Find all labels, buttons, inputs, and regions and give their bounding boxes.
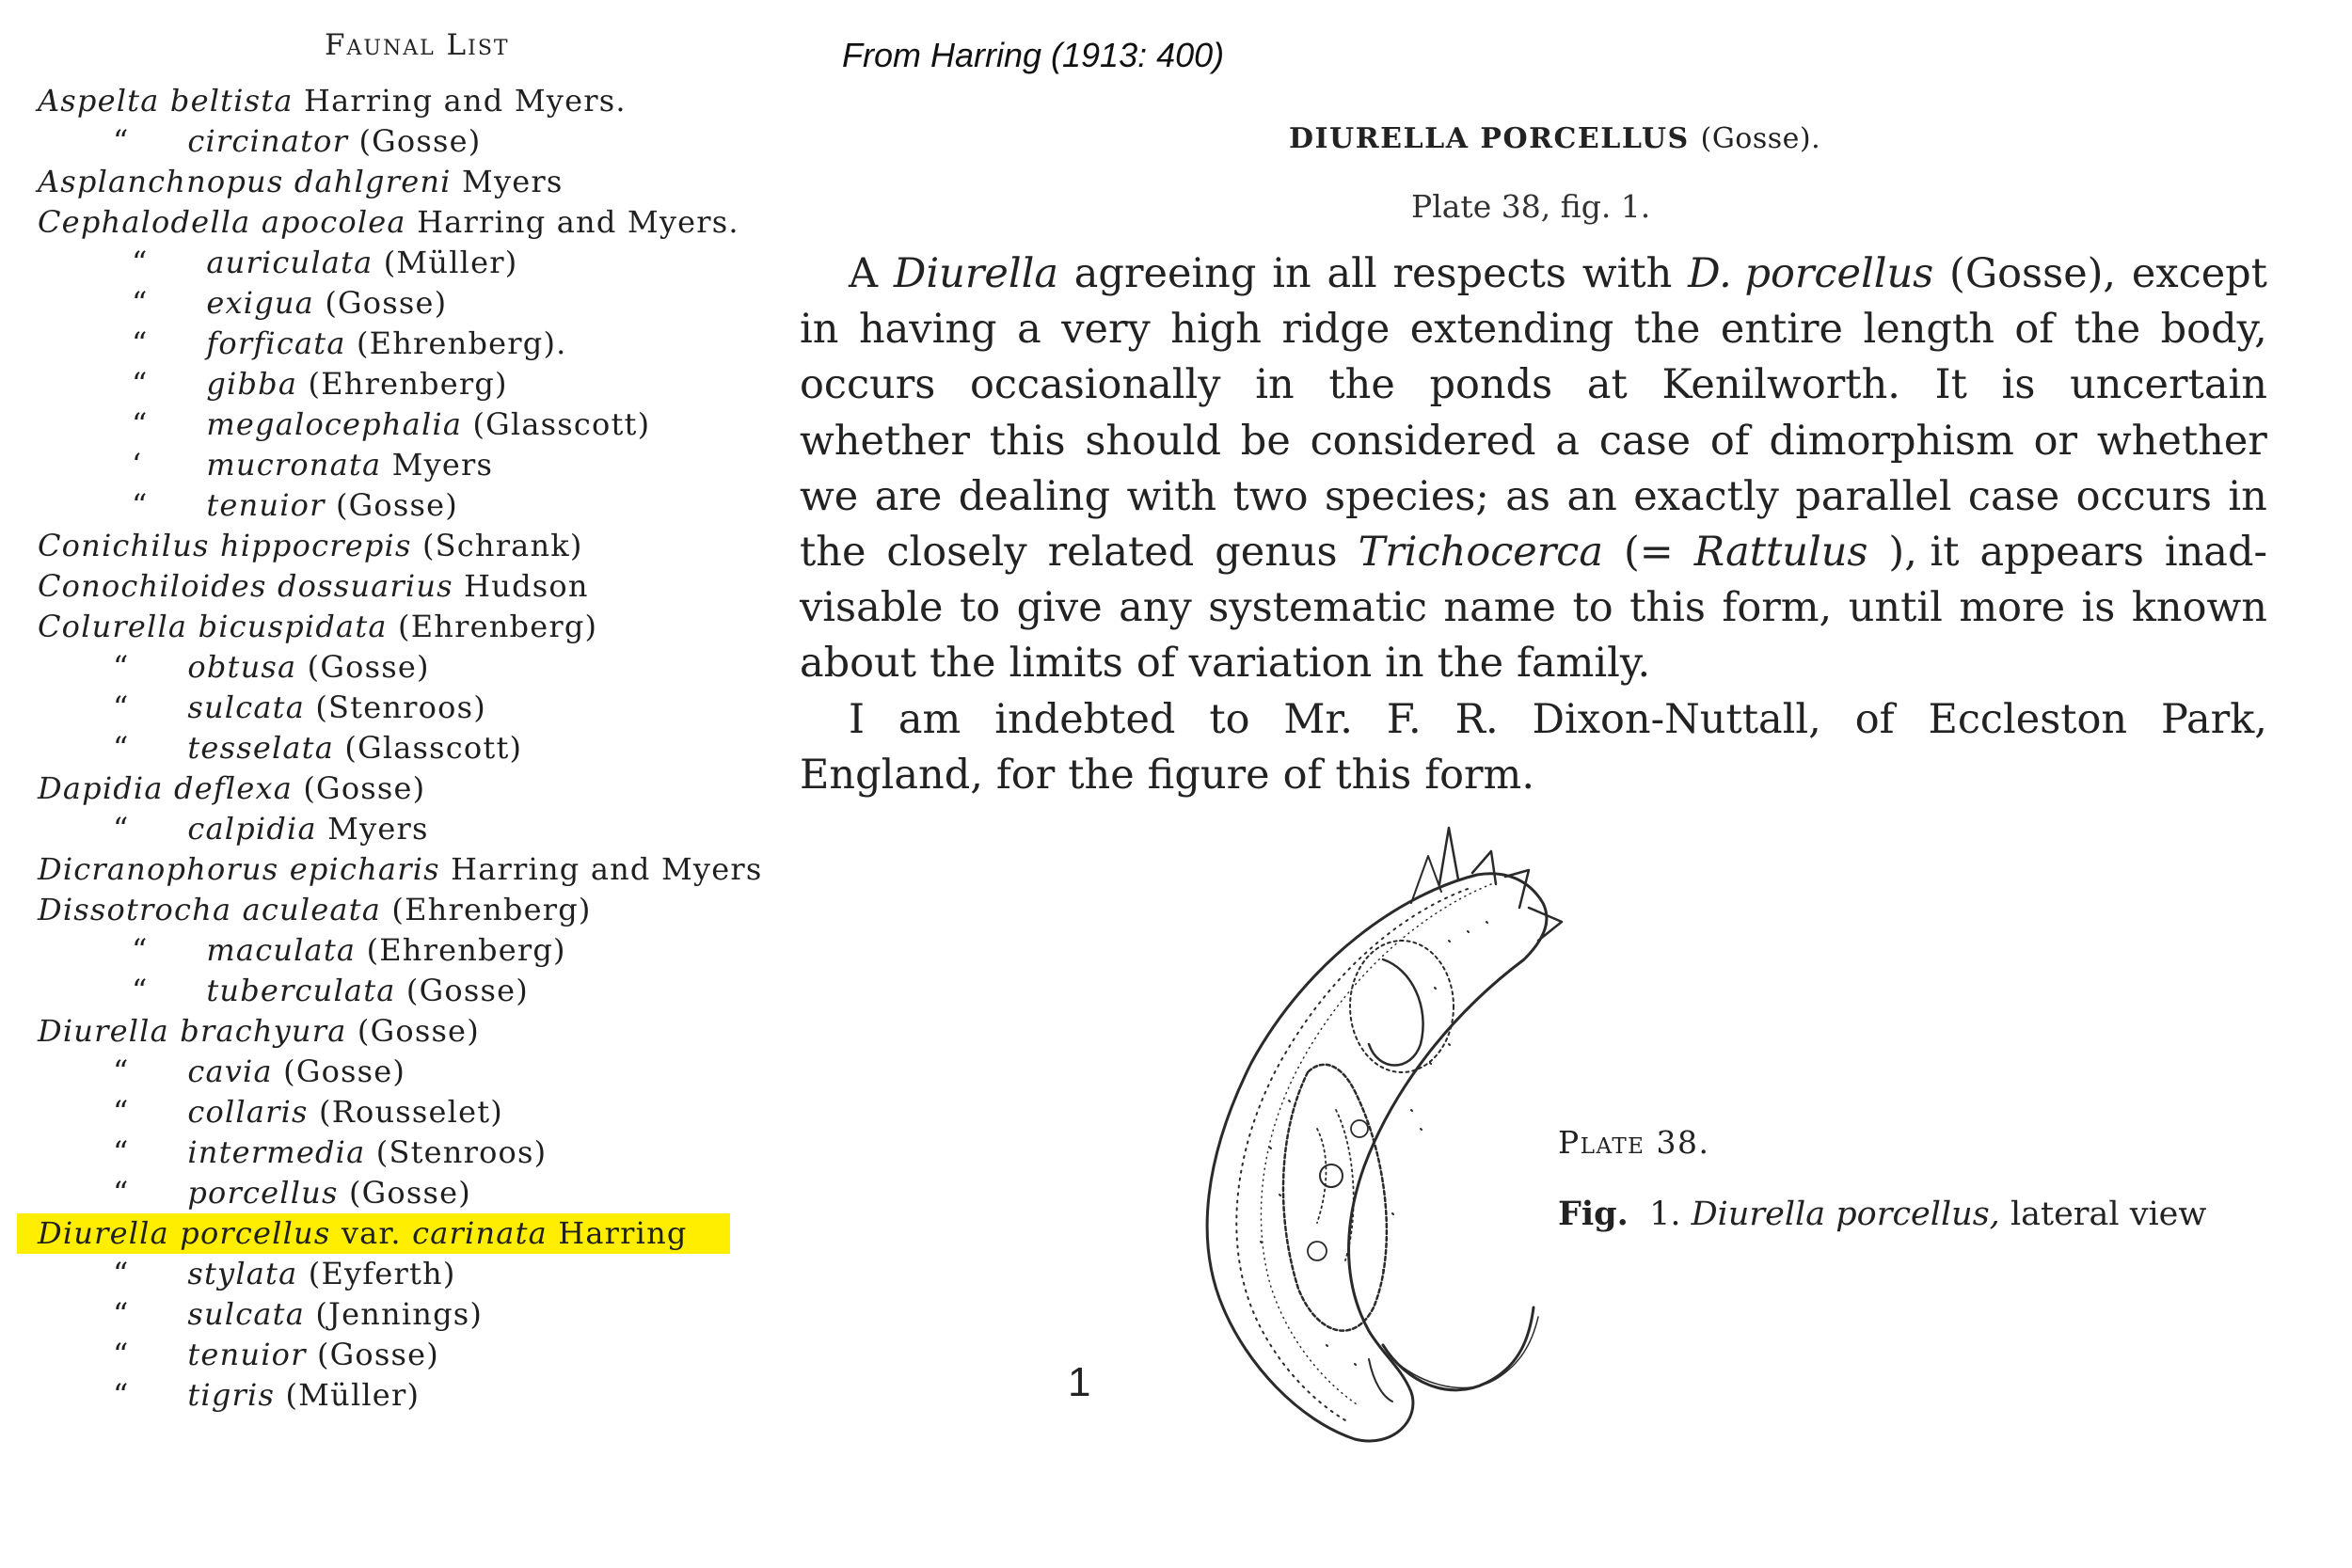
word: (Gosse), [1949, 250, 2117, 297]
word: with [1581, 250, 1673, 297]
word: this [989, 417, 1066, 465]
word: Kenilworth. [1661, 361, 1900, 409]
plate-reference: Plate 38, fig. 1. [1411, 188, 1651, 225]
word: D. porcellus [1688, 250, 1934, 297]
word: parallel [1795, 472, 1952, 520]
toe [1383, 1307, 1534, 1390]
word: respects [1392, 250, 1566, 297]
species-name: epicharis [289, 851, 440, 887]
word: or [2033, 417, 2078, 465]
word: the [930, 640, 996, 688]
genus-name: Aspelta [38, 83, 160, 119]
word: except [2131, 250, 2267, 297]
word: uncertain [2070, 361, 2267, 409]
species-author: (Gosse) [348, 1175, 471, 1211]
species-name: tigris [187, 1377, 276, 1413]
faunal-entry [38, 485, 762, 526]
word: known [2131, 584, 2267, 632]
species-author: (Rousselet) [319, 1094, 503, 1130]
genus-name: Dapidia [38, 770, 164, 806]
word: the [1437, 640, 1504, 688]
variety-abbrev: var. [341, 1215, 402, 1251]
species-author: (Gosse) [316, 1337, 439, 1372]
species-author: Myers [327, 811, 429, 847]
word: to [1209, 695, 1250, 743]
word: England, [800, 751, 983, 799]
species-author: Myers [391, 447, 494, 483]
word: high [1170, 306, 1262, 354]
species-author: (Gosse) [358, 123, 482, 159]
word: genus [1215, 528, 1338, 576]
faunal-entry [38, 283, 762, 324]
word: exactly [1633, 472, 1779, 520]
text-line [800, 357, 2267, 413]
word: name [1443, 584, 1556, 632]
word: of [1854, 695, 1895, 743]
word: systematic [1208, 584, 1427, 632]
faunal-entry [38, 1294, 762, 1335]
word: the [1633, 306, 1701, 354]
species-author: (Gosse) [303, 770, 426, 806]
word: case [1967, 472, 2060, 520]
species-author: (Müller) [383, 245, 518, 280]
ditto-mark: ‘ [132, 447, 143, 483]
word: It [1934, 361, 1967, 409]
word: case [1598, 417, 1692, 465]
species-name: tenuior [187, 1337, 307, 1372]
faunal-entry [38, 768, 762, 809]
ditto-mark: “ [132, 285, 149, 321]
species-name: sulcata [187, 1296, 305, 1332]
faunal-list-title: Faunal List [325, 28, 510, 62]
word: body, [2160, 306, 2267, 354]
word: this [1629, 584, 1706, 632]
species-name: hippocrepis [220, 528, 412, 563]
mastax [1350, 941, 1454, 1072]
species-name: obtusa [187, 649, 297, 685]
species-name: gibba [206, 366, 298, 402]
word: a [1555, 417, 1581, 465]
word: limits [1009, 640, 1123, 688]
word: appears [1979, 528, 2144, 576]
word: of [2014, 306, 2055, 354]
species-author: (Müller) [285, 1377, 421, 1413]
genus-name: Dicranophorus [38, 851, 279, 887]
faunal-entry [38, 1011, 762, 1052]
word: form. [1424, 751, 1534, 799]
word: at [1586, 361, 1628, 409]
ditto-mark: “ [132, 325, 149, 361]
word: a [1017, 306, 1041, 354]
word: in [800, 306, 839, 354]
ditto-mark: “ [113, 1175, 130, 1211]
ditto-mark: “ [132, 245, 149, 280]
ditto-mark: “ [113, 689, 130, 725]
faunal-entry [38, 1173, 762, 1213]
faunal-entry [38, 404, 762, 445]
ditto-mark: “ [113, 1296, 130, 1332]
ridge-line [1236, 889, 1468, 1420]
source-caption: From Harring (1913: 400) [842, 36, 1225, 74]
word: related [1047, 528, 1195, 576]
genus-name: Conochiloides [38, 568, 267, 604]
species-author: Harring and Myers [451, 851, 763, 887]
word: ), it [1888, 528, 1960, 576]
ditto-mark: “ [113, 1256, 130, 1291]
word: be [1240, 417, 1291, 465]
faunal-entry [38, 526, 762, 566]
species-name: intermedia [187, 1134, 366, 1170]
ditto-mark: “ [113, 1337, 130, 1372]
word: occurs [800, 361, 936, 409]
faunal-entry [38, 688, 762, 728]
faunal-entry-highlighted [17, 1213, 730, 1254]
word: in [2228, 472, 2267, 520]
word: this [1335, 751, 1412, 799]
genus-name: Dissotrocha [38, 892, 232, 927]
species-author: (Stenroos) [315, 689, 486, 725]
faunal-entry [38, 566, 762, 607]
word: two [1232, 472, 1309, 520]
body-outline [1207, 874, 1547, 1441]
faunal-entry [38, 162, 762, 202]
word: in [1272, 250, 1311, 297]
word: F. [1386, 695, 1422, 743]
word: am [898, 695, 961, 743]
species-name: dossuarius [277, 568, 453, 604]
species-name: sulcata [187, 689, 305, 725]
faunal-list [38, 81, 762, 1416]
text-line [800, 580, 2267, 636]
faunal-entry [38, 647, 762, 688]
species-author: (Gosse) [307, 649, 430, 685]
word: variation [1188, 640, 1373, 688]
word: of [1136, 640, 1176, 688]
ditto-mark: “ [132, 973, 149, 1008]
word: an [1566, 472, 1617, 520]
species-name: tenuior [206, 487, 326, 523]
word: having [858, 306, 997, 354]
word: about [800, 640, 917, 688]
word: the [2074, 306, 2141, 354]
word: any [1119, 584, 1192, 632]
word: length [1863, 306, 1994, 354]
text-line [800, 469, 2267, 525]
species-name: beltista [169, 83, 294, 119]
word: family. [1517, 640, 1651, 688]
ditto-mark: “ [113, 123, 130, 159]
head-spines [1439, 828, 1562, 941]
species-name: aculeata [242, 892, 382, 927]
text-line [800, 525, 2267, 580]
word: whether [2096, 417, 2267, 465]
ditto-mark: “ [113, 649, 130, 685]
species-name: apocolea [261, 204, 406, 240]
text-line [800, 748, 2267, 803]
word: Eccleston [1928, 695, 2128, 743]
word: we [800, 472, 859, 520]
faunal-entry [38, 1092, 762, 1132]
faunal-entry [38, 849, 762, 890]
word: to [1572, 584, 1613, 632]
faunal-entry [38, 728, 762, 768]
text-line [800, 302, 2267, 357]
ditto-mark: “ [132, 932, 149, 968]
ditto-mark: “ [113, 1094, 130, 1130]
species-author: (Ehrenberg) [391, 892, 592, 927]
species-author: (Schrank) [421, 528, 583, 563]
species-name: maculata [206, 932, 357, 968]
species-name: auriculata [206, 245, 373, 280]
word: until [1848, 584, 1943, 632]
word: extending [1409, 306, 1614, 354]
word: more [1959, 584, 2066, 632]
faunal-entry [38, 1375, 762, 1416]
article-body [800, 246, 2267, 803]
caption-view: lateral view [2010, 1196, 2207, 1233]
word: occurs [2075, 472, 2212, 520]
word: Rattulus [1693, 528, 1868, 576]
plate-label: Plate 38. [1558, 1124, 1710, 1161]
species-author: (Eyferth) [308, 1256, 456, 1291]
species-name: circinator [187, 123, 349, 159]
word: (= [1623, 528, 1674, 576]
heading-species: DIURELLA PORCELLUS [1289, 122, 1690, 155]
word: entire [1720, 306, 1844, 354]
genus-name: Conichilus [38, 528, 210, 563]
species-name: deflexa [174, 770, 293, 806]
species-author: (Glasscott) [344, 730, 523, 766]
faunal-entry [38, 1254, 762, 1294]
genus-name: Colurella [38, 609, 188, 644]
word: closely [886, 528, 1027, 576]
word: for [995, 751, 1056, 799]
genus-name: Diurella [38, 1215, 169, 1251]
species-author: (Jennings) [315, 1296, 484, 1332]
variety-name: carinata [412, 1215, 548, 1251]
word: species; [1324, 472, 1489, 520]
word: give [1016, 584, 1103, 632]
word: should [1085, 417, 1221, 465]
word: figure [1147, 751, 1270, 799]
species-name: dahlgreni [294, 164, 452, 199]
word: the [1068, 751, 1135, 799]
word: visable [800, 584, 944, 632]
text-line [800, 246, 2267, 302]
genus-name: Diurella [38, 1013, 169, 1049]
ditto-mark: “ [132, 487, 149, 523]
species-name: porcellus [180, 1215, 331, 1251]
species-author: (Gosse) [405, 973, 529, 1008]
ditto-mark: “ [132, 406, 149, 442]
species-author: (Glasscott) [472, 406, 651, 442]
faunal-entry [38, 445, 762, 485]
word: R. [1454, 695, 1499, 743]
word: ridge [1281, 306, 1391, 354]
faunal-entry [38, 1132, 762, 1173]
word: very [1061, 306, 1151, 354]
text-line [800, 414, 2267, 469]
word: occasionally [970, 361, 1221, 409]
word: dimorphism [1769, 417, 2014, 465]
species-name: tesselata [187, 730, 335, 766]
word: indebted [994, 695, 1176, 743]
species-name: cavia [187, 1053, 273, 1089]
species-name: mucronata [206, 447, 382, 483]
faunal-entry [38, 121, 762, 162]
species-author: (Ehrenberg). [356, 325, 567, 361]
species-author: Hudson [464, 568, 589, 604]
figure-number: 1 [1068, 1359, 1091, 1405]
faunal-entry [38, 809, 762, 849]
species-author: (Gosse) [325, 285, 448, 321]
species-author: Myers [462, 164, 564, 199]
word: are [874, 472, 943, 520]
faunal-entry [38, 930, 762, 971]
word: of [1282, 751, 1323, 799]
ditto-mark: “ [113, 811, 130, 847]
word: dealing [958, 472, 1111, 520]
word: all [1327, 250, 1377, 297]
stomach [1283, 1065, 1387, 1331]
species-author: (Ehrenberg) [366, 932, 566, 968]
species-author: (Gosse) [357, 1013, 480, 1049]
word: is [2081, 584, 2116, 632]
ditto-mark: “ [113, 1377, 130, 1413]
ditto-mark: “ [113, 1134, 130, 1170]
species-name: brachyura [180, 1013, 347, 1049]
species-author: Harring and Myers. [304, 83, 627, 119]
faunal-entry [38, 971, 762, 1011]
faunal-entry [38, 364, 762, 404]
species-name: porcellus [187, 1175, 339, 1211]
word: of [1709, 417, 1750, 465]
species-author: (Gosse) [283, 1053, 406, 1089]
word: A [849, 250, 879, 297]
word: I [849, 695, 865, 743]
species-author: Harring and Myers. [417, 204, 739, 240]
faunal-entry [38, 1052, 762, 1092]
word: Trichocerca [1358, 528, 1604, 576]
rotifer-illustration [1167, 818, 1618, 1458]
faunal-entry [38, 81, 762, 121]
heading-author: (Gosse). [1700, 122, 1821, 155]
faunal-entry [38, 202, 762, 243]
word: considered [1310, 417, 1536, 465]
word: Mr. [1283, 695, 1353, 743]
word: form, [1722, 584, 1833, 632]
word: Diurella [893, 250, 1058, 297]
species-name: exigua [206, 285, 314, 321]
word: the [800, 528, 866, 576]
caption-fig-number: 1. [1649, 1196, 1681, 1233]
faunal-entry [38, 324, 762, 364]
text-line [800, 692, 2267, 748]
faunal-entry [38, 243, 762, 283]
word: in [1385, 640, 1424, 688]
species-author: (Ehrenberg) [308, 366, 508, 402]
species-name: stylata [187, 1256, 298, 1291]
word: the [1328, 361, 1395, 409]
article-heading [1289, 122, 1820, 155]
ditto-mark: “ [113, 730, 130, 766]
ditto-mark: “ [132, 366, 149, 402]
caption-species: Diurella porcellus, [1691, 1196, 2000, 1233]
species-name: megalocephalia [206, 406, 463, 442]
species-author: (Ehrenberg) [398, 609, 598, 644]
word: as [1505, 472, 1550, 520]
faunal-entry [38, 1335, 762, 1375]
ditto-mark: “ [113, 1053, 130, 1089]
word: whether [800, 417, 970, 465]
species-author: (Gosse) [335, 487, 458, 523]
genus-name: Cephalodella [38, 204, 251, 240]
species-name: bicuspidata [198, 609, 388, 644]
faunal-entry [38, 607, 762, 647]
species-author: (Stenroos) [375, 1134, 548, 1170]
word: to [959, 584, 1001, 632]
caption-fig-label: Fig. [1558, 1195, 1629, 1233]
genus-name: Asplanchnopus [38, 164, 284, 199]
word: in [1255, 361, 1295, 409]
word: Dixon-Nuttall, [1532, 695, 1821, 743]
word: with [1126, 472, 1217, 520]
species-name: tuberculata [206, 973, 396, 1008]
species-name: calpidia [187, 811, 317, 847]
species-name: forficata [206, 325, 346, 361]
word: ponds [1429, 361, 1553, 409]
word: inad- [2164, 528, 2267, 576]
word: is [2001, 361, 2036, 409]
species-author: Harring [558, 1215, 688, 1251]
faunal-entry [38, 890, 762, 930]
text-line [800, 636, 2267, 691]
word: agreeing [1073, 250, 1257, 297]
figure-caption [1558, 1195, 2206, 1233]
species-name: collaris [187, 1094, 309, 1130]
word: Park, [2161, 695, 2267, 743]
